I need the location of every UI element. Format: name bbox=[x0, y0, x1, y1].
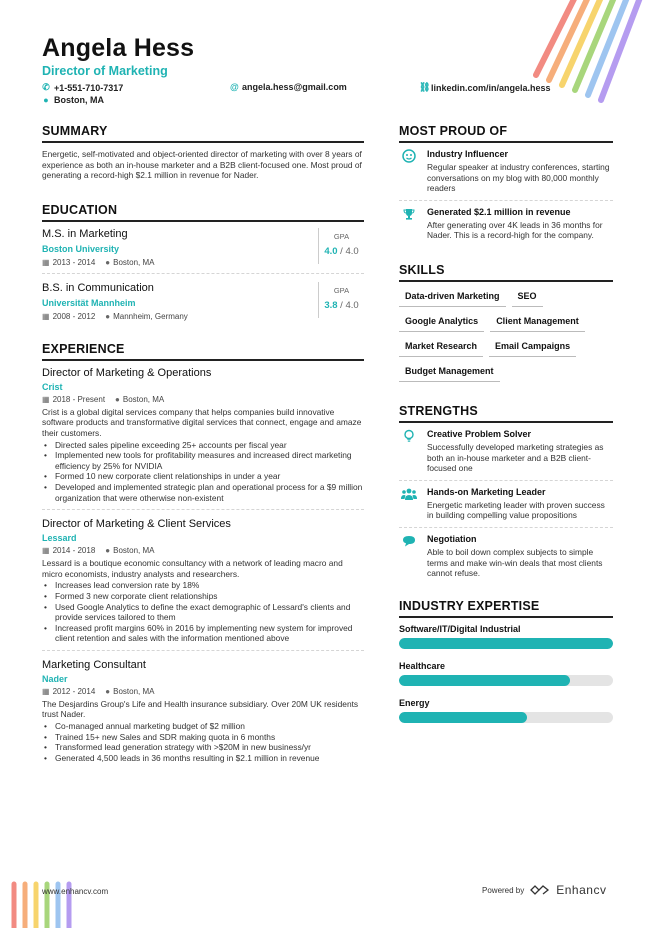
expertise-bar bbox=[399, 675, 613, 686]
location-pin-icon: ● bbox=[43, 95, 49, 105]
achievement-item: • Co-managed annual marketing budget of $2 million bbox=[42, 721, 364, 732]
gpa-value: 3.8 / 4.0 bbox=[324, 299, 359, 311]
proud-heading: MOST PROUD OF bbox=[399, 124, 613, 143]
linkedin-text: linkedin.com/in/angela.hess bbox=[431, 82, 551, 93]
experience-item bbox=[42, 367, 364, 510]
experience-location: ● Boston, MA bbox=[105, 546, 155, 556]
expertise-heading: INDUSTRY EXPERTISE bbox=[399, 599, 613, 618]
strength-item-title: Hands-on Marketing Leader bbox=[427, 486, 546, 497]
skill-tag: Budget Management bbox=[399, 363, 500, 382]
strengths-heading: STRENGTHS bbox=[399, 404, 613, 423]
experience-dates: ▦ 2014 - 2018 bbox=[42, 546, 96, 556]
lightbulb-icon bbox=[399, 429, 419, 474]
location-pin-icon: ● bbox=[105, 257, 111, 267]
strength-item-text: Able to boil down complex subjects to simple terms and make win-win deals that most clients cannot refuse. bbox=[427, 546, 603, 579]
education-list bbox=[42, 228, 364, 328]
achievement-item: • Developed and implemented strategic plan and operational process for a $9 million organization that were otherwise non-existent bbox=[42, 482, 364, 503]
team-icon bbox=[399, 487, 419, 521]
calendar-icon: ▦ bbox=[42, 257, 50, 267]
link-icon: ⛓ bbox=[419, 82, 431, 92]
gpa-box bbox=[318, 228, 364, 264]
footer-website[interactable]: www.enhancv.com bbox=[42, 887, 109, 896]
experience-location: ● Boston, MA bbox=[105, 686, 155, 696]
expertise-bar bbox=[399, 712, 613, 723]
expertise-label: Software/IT/Digital Industrial bbox=[399, 623, 521, 634]
achievement-item: • Directed sales pipeline exceeding 25+ accounts per fiscal year bbox=[42, 440, 364, 451]
proud-item-text: After generating over 4K leads in 36 months for Nader. This is a record-high for the company. bbox=[427, 219, 603, 241]
expertise-list bbox=[399, 624, 613, 723]
summary-heading: SUMMARY bbox=[42, 124, 364, 143]
experience-item bbox=[42, 659, 364, 770]
education-heading: EDUCATION bbox=[42, 203, 364, 222]
experience-list bbox=[42, 367, 364, 770]
strength-item-body bbox=[427, 429, 613, 474]
proud-list bbox=[399, 149, 613, 247]
email-contact[interactable] bbox=[230, 82, 347, 92]
right-column bbox=[399, 124, 613, 735]
company-description: Lessard is a boutique economic consultancy with a network of leading macro and micro economists, industry analysts and researchers. bbox=[42, 558, 343, 579]
proud-item-title: Generated $2.1 million in revenue bbox=[427, 206, 571, 217]
calendar-icon: ▦ bbox=[42, 686, 50, 696]
expertise-bar-fill bbox=[399, 638, 613, 649]
location-pin-icon: ● bbox=[105, 546, 111, 556]
footer-powered bbox=[482, 883, 606, 897]
skill-tag: Email Campaigns bbox=[489, 338, 576, 357]
company-description: The Desjardins Group's Life and Health insurance subsidiary. Over 20M UK residents trust Nader. bbox=[42, 698, 359, 720]
gpa-score: 4.0 bbox=[324, 245, 338, 257]
strength-item-text: Energetic marketing leader with proven success in building compelling value propositions bbox=[427, 499, 605, 521]
company-name[interactable]: Lessard bbox=[42, 533, 77, 544]
strength-item-body bbox=[427, 534, 613, 579]
skills-list bbox=[399, 288, 613, 382]
achievement-list bbox=[42, 440, 364, 504]
education-location: ● Boston, MA bbox=[105, 257, 155, 267]
company-description: Crist is a global digital services company that helps companies build innovative software products and transformative digital services that connect, engage and amaze their customers. bbox=[42, 406, 362, 438]
at-icon: @ bbox=[230, 82, 239, 92]
linkedin-contact[interactable] bbox=[419, 82, 551, 93]
location-pin-icon: ● bbox=[115, 394, 120, 404]
gpa-label: GPA bbox=[333, 231, 350, 241]
experience-dates: ▦ 2012 - 2014 bbox=[42, 686, 96, 696]
calendar-icon: ▦ bbox=[42, 311, 50, 321]
experience-meta bbox=[42, 395, 364, 404]
calendar-icon: ▦ bbox=[42, 546, 50, 556]
calendar-icon: ▦ bbox=[42, 394, 50, 404]
expertise-bar bbox=[399, 638, 613, 649]
candidate-role: Director of Marketing bbox=[42, 64, 168, 78]
school-name[interactable]: Universität Mannheim bbox=[42, 297, 136, 308]
location-pin-icon: ● bbox=[105, 311, 111, 321]
achievement-item: • Generated 4,500 leads in 36 months resulting in $2.1 million in revenue bbox=[42, 753, 364, 764]
skill-tag: Market Research bbox=[399, 338, 483, 357]
expertise-label: Healthcare bbox=[399, 660, 446, 671]
achievement-item: • Formed 3 new corporate client relationships bbox=[42, 591, 364, 602]
phone-contact[interactable] bbox=[42, 82, 123, 93]
proud-item-body bbox=[427, 149, 613, 194]
left-column bbox=[42, 124, 364, 777]
phone-icon: ✆ bbox=[42, 82, 50, 92]
proud-item bbox=[399, 207, 613, 247]
job-title: Director of Marketing & Operations bbox=[42, 366, 212, 379]
experience-meta bbox=[42, 687, 364, 696]
proud-item-title: Industry Influencer bbox=[427, 149, 509, 159]
location-contact bbox=[42, 95, 104, 105]
achievement-item: • Increases lead conversion rate by 18% bbox=[42, 580, 364, 591]
skill-tag: Google Analytics bbox=[399, 313, 484, 332]
skill-tag: Data-driven Marketing bbox=[399, 288, 506, 307]
brand-name: Enhancv bbox=[556, 883, 607, 897]
education-dates: ▦ 2013 - 2014 bbox=[42, 257, 96, 267]
expertise-bar-fill bbox=[399, 712, 527, 723]
school-name[interactable]: Boston University bbox=[42, 243, 120, 254]
chat-icon bbox=[399, 534, 419, 579]
achievement-item: • Transformed lead generation strategy with >$20M in new business/yr bbox=[42, 742, 364, 753]
experience-location: ● Boston, MA bbox=[115, 394, 165, 404]
proud-item-text: Regular speaker at industry conferences, starting conversations on my blog with 80,000 monthly readers bbox=[427, 162, 610, 194]
experience-meta bbox=[42, 546, 364, 555]
gpa-score: 3.8 bbox=[324, 299, 338, 311]
enhancv-logo-icon bbox=[530, 884, 550, 896]
strength-item bbox=[399, 487, 613, 528]
strength-item bbox=[399, 534, 613, 585]
education-dates: ▦ 2008 - 2012 bbox=[42, 311, 96, 321]
proud-item-body bbox=[427, 207, 613, 241]
gpa-box bbox=[318, 282, 364, 318]
location-text: Boston, MA bbox=[54, 95, 104, 105]
achievement-item: • Used Google Analytics to define the exact demographic of Lessard's clients and provide services tailored to them bbox=[42, 602, 364, 623]
achievement-item: • Trained 15+ new Sales and SDR making quota in 6 months bbox=[42, 732, 364, 743]
decorative-stripes-top bbox=[526, 0, 656, 110]
degree-title: B.S. in Communication bbox=[42, 281, 154, 294]
experience-item bbox=[42, 518, 364, 651]
job-title: Director of Marketing & Client Services bbox=[42, 518, 231, 531]
company-name[interactable]: Crist bbox=[42, 381, 63, 392]
education-item bbox=[42, 282, 364, 328]
email-text: angela.hess@gmail.com bbox=[242, 82, 347, 92]
phone-text: +1-551-710-7317 bbox=[54, 82, 124, 93]
degree-title: M.S. in Marketing bbox=[42, 227, 128, 240]
decorative-stripes-bottom bbox=[8, 876, 78, 928]
influencer-icon bbox=[399, 149, 419, 194]
experience-heading: EXPERIENCE bbox=[42, 342, 364, 361]
strength-item-title: Creative Problem Solver bbox=[427, 428, 532, 439]
experience-dates: ▦ 2018 - Present bbox=[42, 394, 106, 404]
proud-item bbox=[399, 149, 613, 201]
skills-heading: SKILLS bbox=[399, 263, 613, 282]
trophy-icon bbox=[399, 207, 419, 241]
strength-item-title: Negotiation bbox=[427, 533, 477, 544]
location-pin-icon: ● bbox=[105, 686, 111, 696]
achievement-item: • Increased profit margins 60% in 2016 by implementing new system for improved client retention and sales with the information mentioned above bbox=[42, 623, 364, 644]
expertise-bar-fill bbox=[399, 675, 570, 686]
candidate-name: Angela Hess bbox=[42, 34, 195, 62]
strength-item-body bbox=[427, 487, 613, 521]
education-meta bbox=[42, 258, 364, 267]
skill-tag: Client Management bbox=[490, 313, 585, 332]
achievement-item: • Implemented new tools for profitability measures and increased direct marketing efficiency by 25% for NVIDIA bbox=[42, 450, 364, 471]
achievement-item: • Formed 10 new corporate client relationships in under a year bbox=[42, 471, 364, 482]
job-title: Marketing Consultant bbox=[42, 658, 146, 671]
powered-by-text: Powered by bbox=[482, 885, 525, 895]
education-location: ● Mannheim, Germany bbox=[105, 311, 188, 321]
achievement-list bbox=[42, 721, 364, 763]
gpa-value: 4.0 / 4.0 bbox=[324, 245, 359, 257]
strengths-list bbox=[399, 429, 613, 585]
summary-text: Energetic, self-motivated and object-oriented director of marketing with over 8 years of experience as both an in-house marketer and a B2B client-focused one. Most proud of generating a record-high $2.1 million in revenue for Nader. bbox=[42, 149, 362, 181]
strength-item bbox=[399, 429, 613, 481]
education-meta bbox=[42, 312, 364, 321]
strength-item-text: Successfully developed marketing strategies as both an in-house marketer and a B2B client-focused one bbox=[427, 441, 604, 474]
skill-tag: SEO bbox=[512, 288, 543, 307]
education-item bbox=[42, 228, 364, 274]
company-name[interactable]: Nader bbox=[42, 673, 68, 684]
gpa-label: GPA bbox=[333, 285, 350, 295]
achievement-list bbox=[42, 580, 364, 644]
expertise-label: Energy bbox=[399, 697, 430, 708]
